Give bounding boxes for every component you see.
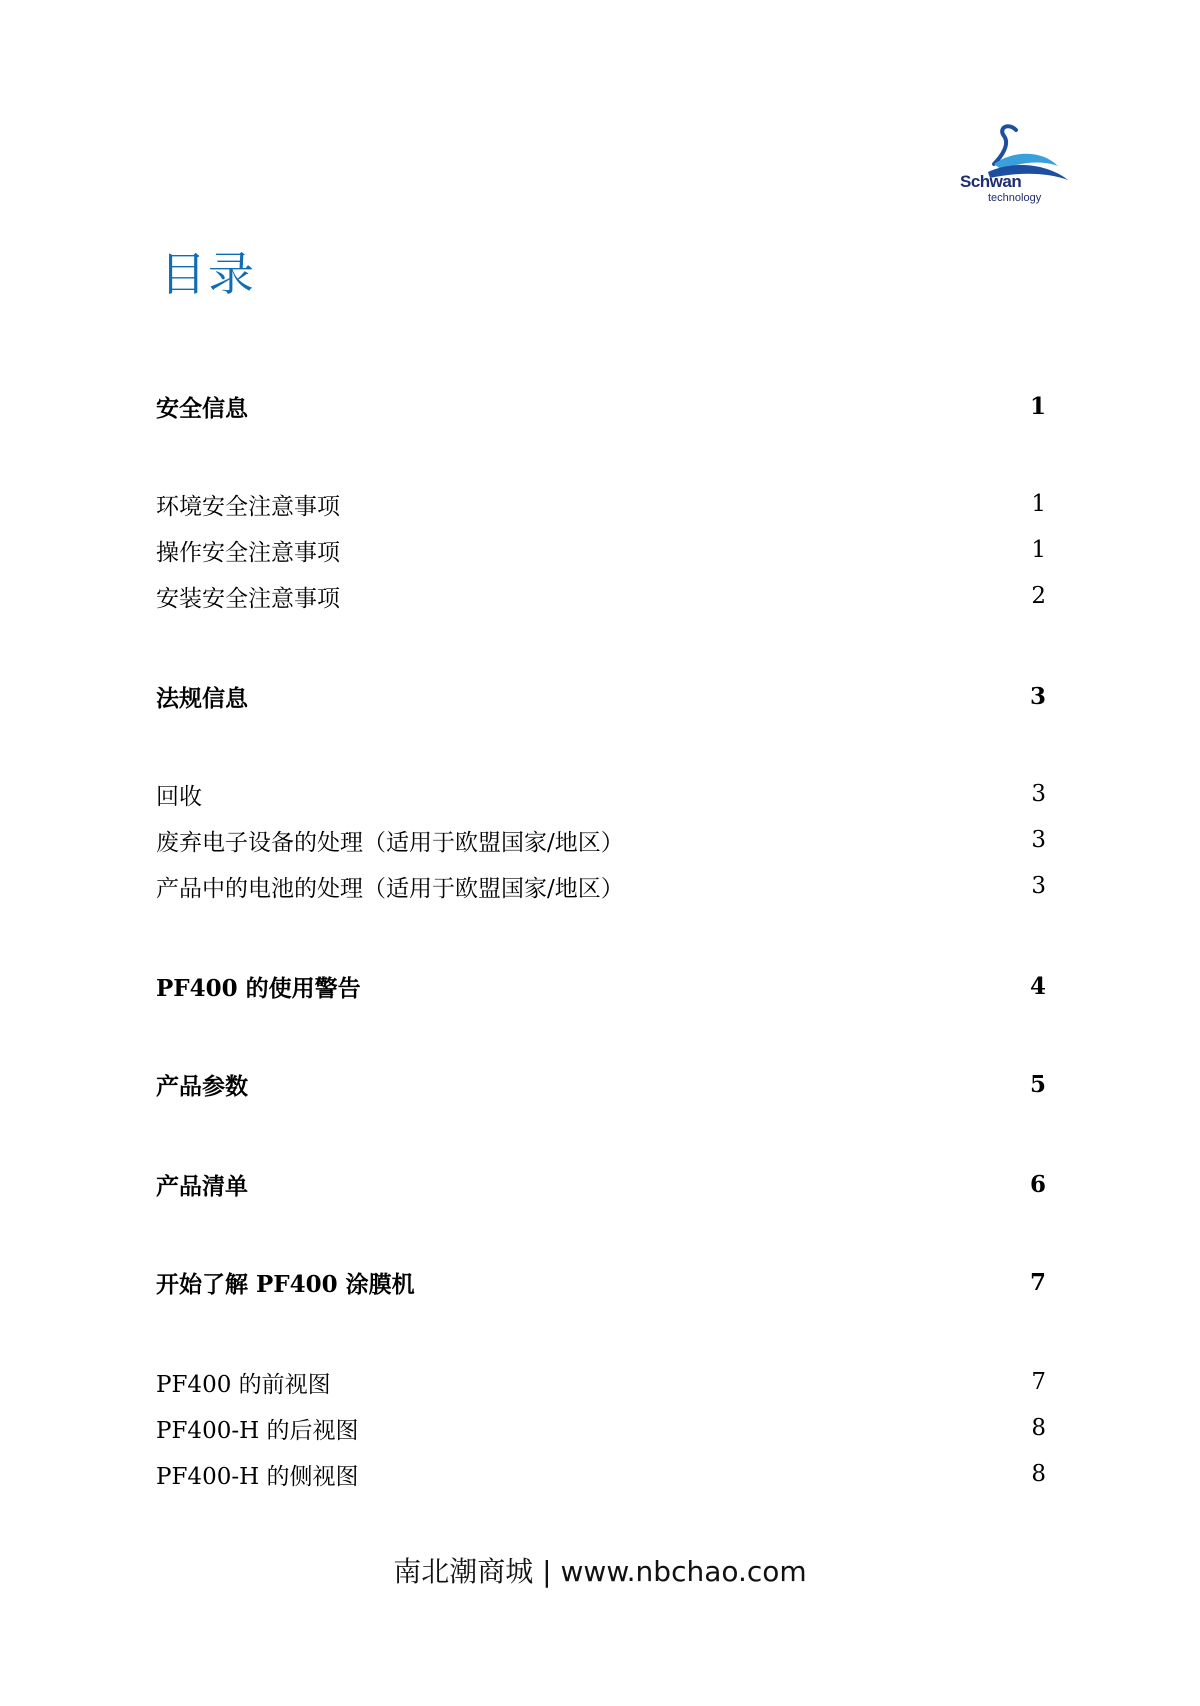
toc-entry-page: 6 xyxy=(1029,1170,1046,1198)
toc-entry-label: 环境安全注意事项 xyxy=(156,493,340,520)
toc-entry-safety-info[interactable] xyxy=(156,388,1046,424)
toc-entry-label: 产品中的电池的处理（适用于欧盟国家/地区） xyxy=(156,875,624,902)
toc-entry-label: PF400 的使用警告 xyxy=(156,974,361,1002)
logo-subtitle-text: technology xyxy=(988,192,1042,204)
toc-entry-label: 安装安全注意事项 xyxy=(156,585,340,612)
toc-entry-label: 安全信息 xyxy=(156,394,248,422)
toc-entry-page: 3 xyxy=(1031,827,1046,853)
toc-entry-label: 法规信息 xyxy=(156,684,248,712)
toc-entry-label: 废弃电子设备的处理（适用于欧盟国家/地区） xyxy=(156,829,624,856)
toc-entry-page: 3 xyxy=(1031,873,1046,899)
toc-entry-label: 回收 xyxy=(156,783,202,810)
toc-entry-usage-warnings[interactable] xyxy=(156,968,1046,1004)
toc-entry-regulatory-info[interactable] xyxy=(156,678,1046,714)
toc-entry-rear-view[interactable] xyxy=(156,1410,1046,1446)
toc-entry-label: PF400-H 的后视图 xyxy=(156,1417,359,1444)
toc-entry-label: PF400 的前视图 xyxy=(156,1371,331,1398)
toc-entry-page: 7 xyxy=(1029,1268,1046,1296)
toc-entry-label: 产品参数 xyxy=(156,1072,248,1100)
toc-entry-label: 开始了解 PF400 涂膜机 xyxy=(156,1270,415,1298)
toc-title: 目录 xyxy=(160,247,256,301)
footer-watermark: 南北潮商城 | www.nbchao.com xyxy=(393,1555,807,1588)
toc-entry-environment-safety[interactable] xyxy=(156,486,1046,522)
toc-entry-product-parameters[interactable] xyxy=(156,1066,1046,1102)
toc-entry-label: 产品清单 xyxy=(156,1172,248,1200)
toc-entry-front-view[interactable] xyxy=(156,1364,1046,1400)
toc-entry-page: 8 xyxy=(1031,1415,1046,1441)
logo-brand-text: Schwan xyxy=(960,172,1022,191)
toc-entry-product-list[interactable] xyxy=(156,1166,1046,1202)
toc-entry-page: 4 xyxy=(1029,972,1046,1000)
toc-entry-page: 2 xyxy=(1031,583,1046,609)
toc-entry-page: 5 xyxy=(1029,1070,1046,1098)
toc-entry-operation-safety[interactable] xyxy=(156,532,1046,568)
toc-entry-label: 操作安全注意事项 xyxy=(156,539,340,566)
toc-entry-side-view[interactable] xyxy=(156,1456,1046,1492)
toc-entry-page: 3 xyxy=(1031,781,1046,807)
toc-entry-page: 8 xyxy=(1031,1461,1046,1487)
toc-entry-getting-started[interactable] xyxy=(156,1264,1046,1300)
toc-entry-battery-disposal[interactable] xyxy=(156,868,1046,904)
toc-entry-page: 1 xyxy=(1031,537,1046,563)
toc-entry-label: PF400-H 的侧视图 xyxy=(156,1463,359,1490)
toc-entry-page: 3 xyxy=(1029,682,1046,710)
toc-entry-recycling[interactable] xyxy=(156,776,1046,812)
toc-entry-page: 1 xyxy=(1031,491,1046,517)
toc-entry-page: 1 xyxy=(1029,392,1046,420)
toc-entry-weee-disposal[interactable] xyxy=(156,822,1046,858)
toc-entry-installation-safety[interactable] xyxy=(156,578,1046,614)
table-of-contents xyxy=(156,0,1046,1706)
toc-entry-page: 7 xyxy=(1031,1369,1046,1395)
